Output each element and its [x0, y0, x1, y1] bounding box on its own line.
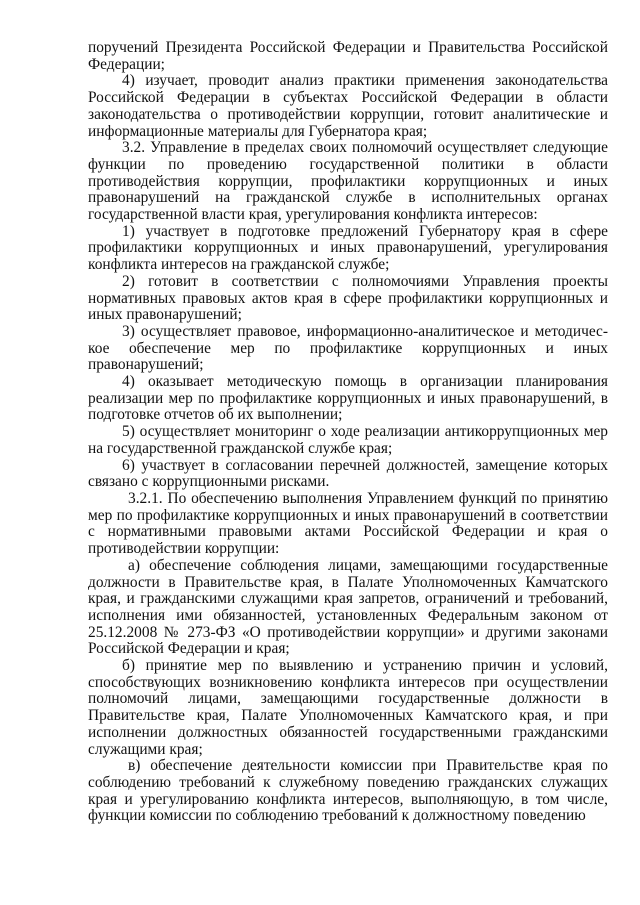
- paragraph-item-v: в) обеспечение деятельности комиссии при Правительстве края по соблюдению требований к служебному поведению гражданских служащих края и урегулированию конфликта интересов, выполняющую, в том числе, функции комиссии по соблюдению требований к должностному поведению: [88, 757, 608, 825]
- paragraph-continuation: поручений Президента Российской Федерации и Правительства Российской Федерации;: [88, 39, 608, 73]
- paragraph-item-4: 4) оказывает методическую помощь в организации планирования реализации мер по профилактике коррупционных и иных правонарушений, в подготовке отчетов об их выполнении;: [88, 373, 608, 424]
- paragraph-item-a: а) обеспечение соблюдения лицами, замещающими государственные должности в Правительстве края, в Палате Уполномоченных Камчатского края, и гражданскими служащими края запретов, ограничений и требований, исполнения ими обязанностей, установленных Федеральным законом от 25.12.2008 № 273-ФЗ «О противодействии коррупции» и другими законами Российской Федерации и края;: [88, 556, 608, 658]
- paragraph-item-3: 3) осуществляет правовое, информационно-аналитическое и методичес-кое обеспечение мер по профилактике коррупционных и иных правонарушений;: [88, 322, 608, 374]
- paragraph-section-3-2-1: 3.2.1. По обеспечению выполнения Управлением функций по принятию мер по профилактике коррупционных и иных правонарушений в соответствии с нормативными правовыми актами Российской Федерации и края о противодействии коррупции:: [88, 489, 608, 558]
- paragraph-item-b: б) принятие мер по выявлению и устранению причин и условий, способствующих возникновению конфликта интересов при осуществлении полномочий лицами, замещающими государственные должности в Правительстве края, Палате Уполномоченных Камчатского края, и при исполнении должностных обязанностей государственными гражданскими служащими края;: [88, 657, 608, 758]
- paragraph-section-3-2: 3.2. Управление в пределах своих полномочий осуществляет следующие функции по проведению государственной политики в области противодействия коррупции, профилактики коррупционных и иных правонарушений на гражданской службе в исполнительных органах государственной власти края, урегулирования конфликта интересов:: [88, 139, 608, 224]
- paragraph-item-1: 1) участвует в подготовке предложений Губернатору края в сфере профилактики коррупционных и иных правонарушений, урегулирования конфликта интересов на гражданской службе;: [88, 222, 608, 274]
- paragraph-item-5: 5) осуществляет мониторинг о ходе реализации антикоррупционных мер на государственной гражданской службе края;: [88, 423, 608, 457]
- document-page: [88, 40, 608, 825]
- paragraph-item-4-analysis: 4) изучает, проводит анализ практики применения законодательства Российской Федерации в субъектах Российской Федерации в области законодательства о противодействии коррупции, готовит аналитические и информационные материалы для Губернатора края;: [88, 72, 608, 140]
- paragraph-item-2: 2) готовит в соответствии с полномочиями Управления проекты нормативных правовых актов края в сфере профилактики коррупционных и иных правонарушений;: [88, 272, 608, 324]
- paragraph-item-6: 6) участвует в согласовании перечней должностей, замещение которых связано с коррупционными рисками.: [88, 456, 608, 491]
